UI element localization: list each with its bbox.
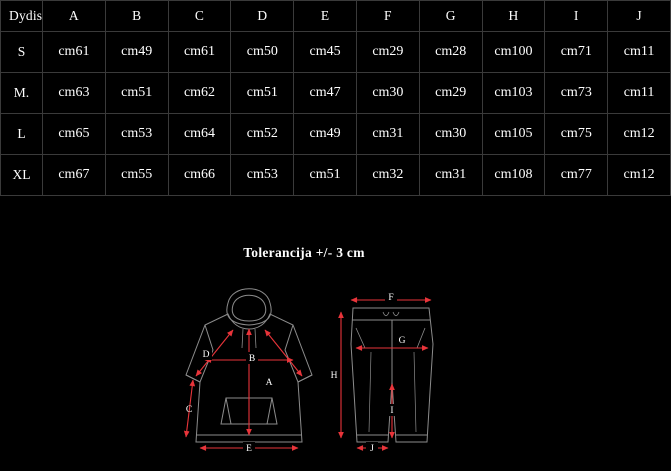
cell-value: cm65 xyxy=(58,126,90,141)
cell-s-h xyxy=(482,32,545,73)
cell-l-b xyxy=(105,114,168,155)
cell-value: cm103 xyxy=(494,85,533,100)
cell-value: cm64 xyxy=(183,126,216,141)
cell-value: cm29 xyxy=(372,44,404,59)
column-header-c: C xyxy=(168,1,231,32)
cell-s-d xyxy=(231,32,294,73)
cell-value: cm31 xyxy=(372,126,404,141)
cell-l-d xyxy=(231,114,294,155)
column-header-i: I xyxy=(545,1,608,32)
cell-s-b xyxy=(105,32,168,73)
cell-value: cm105 xyxy=(494,126,533,141)
column-header-f: F xyxy=(356,1,419,32)
cell-value: cm61 xyxy=(58,44,90,59)
cell-value: cm12 xyxy=(623,167,655,182)
row-size-label: S xyxy=(1,32,43,73)
cell-l-g xyxy=(419,114,482,155)
cell-value: cm32 xyxy=(372,167,404,182)
cell-value: cm61 xyxy=(183,44,216,59)
cell-m-i xyxy=(545,73,608,114)
cell-value: cm47 xyxy=(309,85,341,100)
cell-value: cm108 xyxy=(494,167,533,182)
garment-measurement-diagram xyxy=(0,272,608,462)
label-b: B xyxy=(248,354,256,364)
table-header-row xyxy=(1,1,671,32)
table-row xyxy=(1,32,671,73)
cell-value: cm11 xyxy=(623,44,655,59)
column-header-a: A xyxy=(43,1,106,32)
cell-xl-b xyxy=(105,155,168,196)
cell-value: cm73 xyxy=(560,85,592,100)
cell-s-g xyxy=(419,32,482,73)
size-table-header xyxy=(1,1,671,32)
cell-m-f xyxy=(356,73,419,114)
cell-xl-f xyxy=(356,155,419,196)
column-header-h: H xyxy=(482,1,545,32)
arrow-d-right xyxy=(265,330,302,376)
cell-xl-a xyxy=(43,155,106,196)
cell-value: cm71 xyxy=(560,44,592,59)
cell-value: cm75 xyxy=(560,126,592,141)
cell-xl-i xyxy=(545,155,608,196)
cell-value: cm63 xyxy=(58,85,90,100)
label-g: G xyxy=(398,336,406,346)
cell-value: cm52 xyxy=(246,126,278,141)
cell-l-i xyxy=(545,114,608,155)
cell-s-a xyxy=(43,32,106,73)
label-j: J xyxy=(370,444,374,454)
cell-m-j xyxy=(608,73,671,114)
cell-value: cm30 xyxy=(372,85,404,100)
label-d: D xyxy=(202,350,210,360)
cell-xl-h xyxy=(482,155,545,196)
cell-value: cm100 xyxy=(494,44,533,59)
cell-value: cm51 xyxy=(309,167,341,182)
cell-value: cm49 xyxy=(309,126,341,141)
cell-m-g xyxy=(419,73,482,114)
label-i: I xyxy=(390,406,394,416)
cell-value: cm53 xyxy=(121,126,153,141)
cell-l-j xyxy=(608,114,671,155)
label-f: F xyxy=(388,293,394,303)
cell-l-c xyxy=(168,114,231,155)
tolerance-note: Tolerancija +/- 3 cm xyxy=(243,245,365,260)
cell-value: cm67 xyxy=(58,167,90,182)
cell-m-d xyxy=(231,73,294,114)
cell-s-e xyxy=(294,32,357,73)
cell-l-f xyxy=(356,114,419,155)
cell-xl-g xyxy=(419,155,482,196)
cell-l-h xyxy=(482,114,545,155)
cell-value: cm30 xyxy=(435,126,467,141)
row-size-label: M. xyxy=(1,73,43,114)
cell-s-c xyxy=(168,32,231,73)
label-h: H xyxy=(330,371,338,381)
row-size-label: XL xyxy=(1,155,43,196)
cell-l-e xyxy=(294,114,357,155)
cell-xl-e xyxy=(294,155,357,196)
label-c: C xyxy=(185,405,193,415)
cell-value: cm51 xyxy=(246,85,278,100)
cell-value: cm49 xyxy=(121,44,153,59)
column-header-e: E xyxy=(294,1,357,32)
cell-value: cm77 xyxy=(560,167,592,182)
table-row xyxy=(1,73,671,114)
cell-value: cm62 xyxy=(183,85,216,100)
table-row xyxy=(1,155,671,196)
cell-value: cm28 xyxy=(435,44,467,59)
cell-s-j xyxy=(608,32,671,73)
cell-xl-c xyxy=(168,155,231,196)
cell-value: cm53 xyxy=(246,167,278,182)
cell-value: cm11 xyxy=(623,85,655,100)
cell-value: cm31 xyxy=(435,167,467,182)
table-row xyxy=(1,114,671,155)
cell-value: cm55 xyxy=(121,167,153,182)
label-a: A xyxy=(265,378,273,388)
column-header-d: D xyxy=(231,1,294,32)
size-table-body xyxy=(1,32,671,196)
column-header-j: J xyxy=(608,1,671,32)
cell-m-e xyxy=(294,73,357,114)
cell-s-i xyxy=(545,32,608,73)
cell-value: cm29 xyxy=(435,85,467,100)
size-table xyxy=(0,0,671,196)
column-header-b: B xyxy=(105,1,168,32)
column-header-g: G xyxy=(419,1,482,32)
cell-m-h xyxy=(482,73,545,114)
table-corner-label: Dydis xyxy=(1,1,43,32)
row-size-label: L xyxy=(1,114,43,155)
cell-l-a xyxy=(43,114,106,155)
cell-value: cm66 xyxy=(183,167,216,182)
hoodie-measure-labels xyxy=(186,348,276,454)
cell-value: cm51 xyxy=(121,85,153,100)
cell-value: cm45 xyxy=(309,44,341,59)
cell-m-b xyxy=(105,73,168,114)
cell-xl-j xyxy=(608,155,671,196)
cell-value: cm50 xyxy=(246,44,278,59)
pants-measure-arrows xyxy=(341,300,431,448)
cell-m-a xyxy=(43,73,106,114)
label-e: E xyxy=(246,444,252,454)
cell-m-c xyxy=(168,73,231,114)
cell-xl-d xyxy=(231,155,294,196)
cell-s-f xyxy=(356,32,419,73)
hoodie-measure-arrows xyxy=(186,329,302,448)
cell-value: cm12 xyxy=(623,126,655,141)
